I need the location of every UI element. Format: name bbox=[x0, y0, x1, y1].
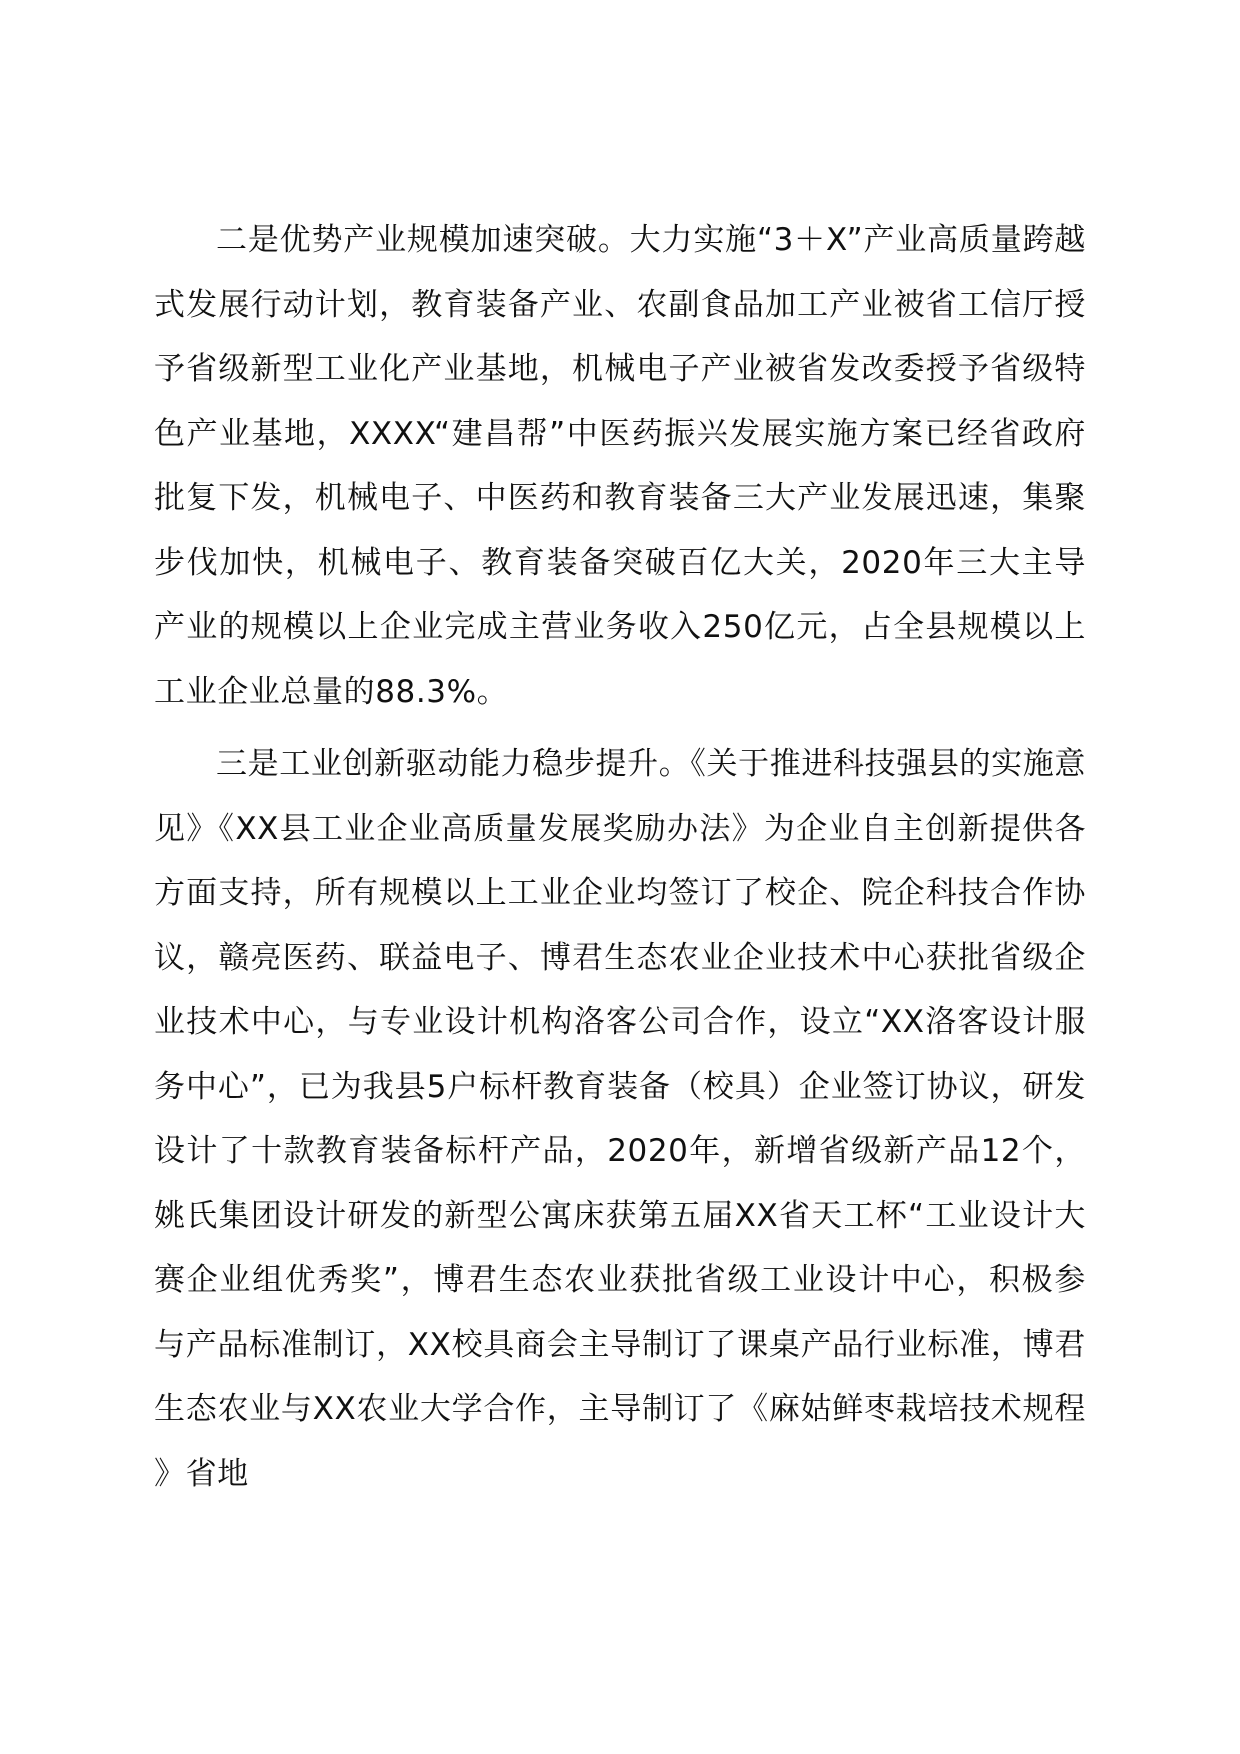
document-body bbox=[154, 208, 1086, 1506]
paragraph-advantage-industries: 二是优势产业规模加速突破。大力实施“3＋X”产业高质量跨越式发展行动计划，教育装备产业、农副食品加工产业被省工信厅授予省级新型工业化产业基地，机械电子产业被省发改委授予省级特色产业基地，XXXX“建昌帮”中医药振兴发展实施方案已经省政府批复下发，机械电子、中医药和教育装备三大产业发展迅速，集聚步伐加快，机械电子、教育装备突破百亿大关，2020年三大主导产业的规模以上企业完成主营业务收入250亿元，占全县规模以上工业企业总量的88.3%。 bbox=[154, 222, 1086, 710]
paragraph-innovation-capacity: 三是工业创新驱动能力稳步提升。《关于推进科技强县的实施意见》《XX县工业企业高质量发展奖励办法》为企业自主创新提供各方面支持，所有规模以上工业企业均签订了校企、院企科技合作协议，赣亮医药、联益电子、博君生态农业企业技术中心获批省级企业技术中心，与专业设计机构洛客公司合作，设立“XX洛客设计服务中心”，已为我县5户标杆教育装备（校具）企业签订协议，研发设计了十款教育装备标杆产品，2020年，新增省级新产品12个，姚氏集团设计研发的新型公寓床获第五届XX省天工杯“工业设计大赛企业组优秀奖”，博君生态农业获批省级工业设计中心，积极参与产品标准制订，XX校具商会主导制订了课桌产品行业标准，博君生态农业与XX农业大学合作，主导制订了《麻姑鲜枣栽培技术规程》省地 bbox=[154, 746, 1086, 1492]
